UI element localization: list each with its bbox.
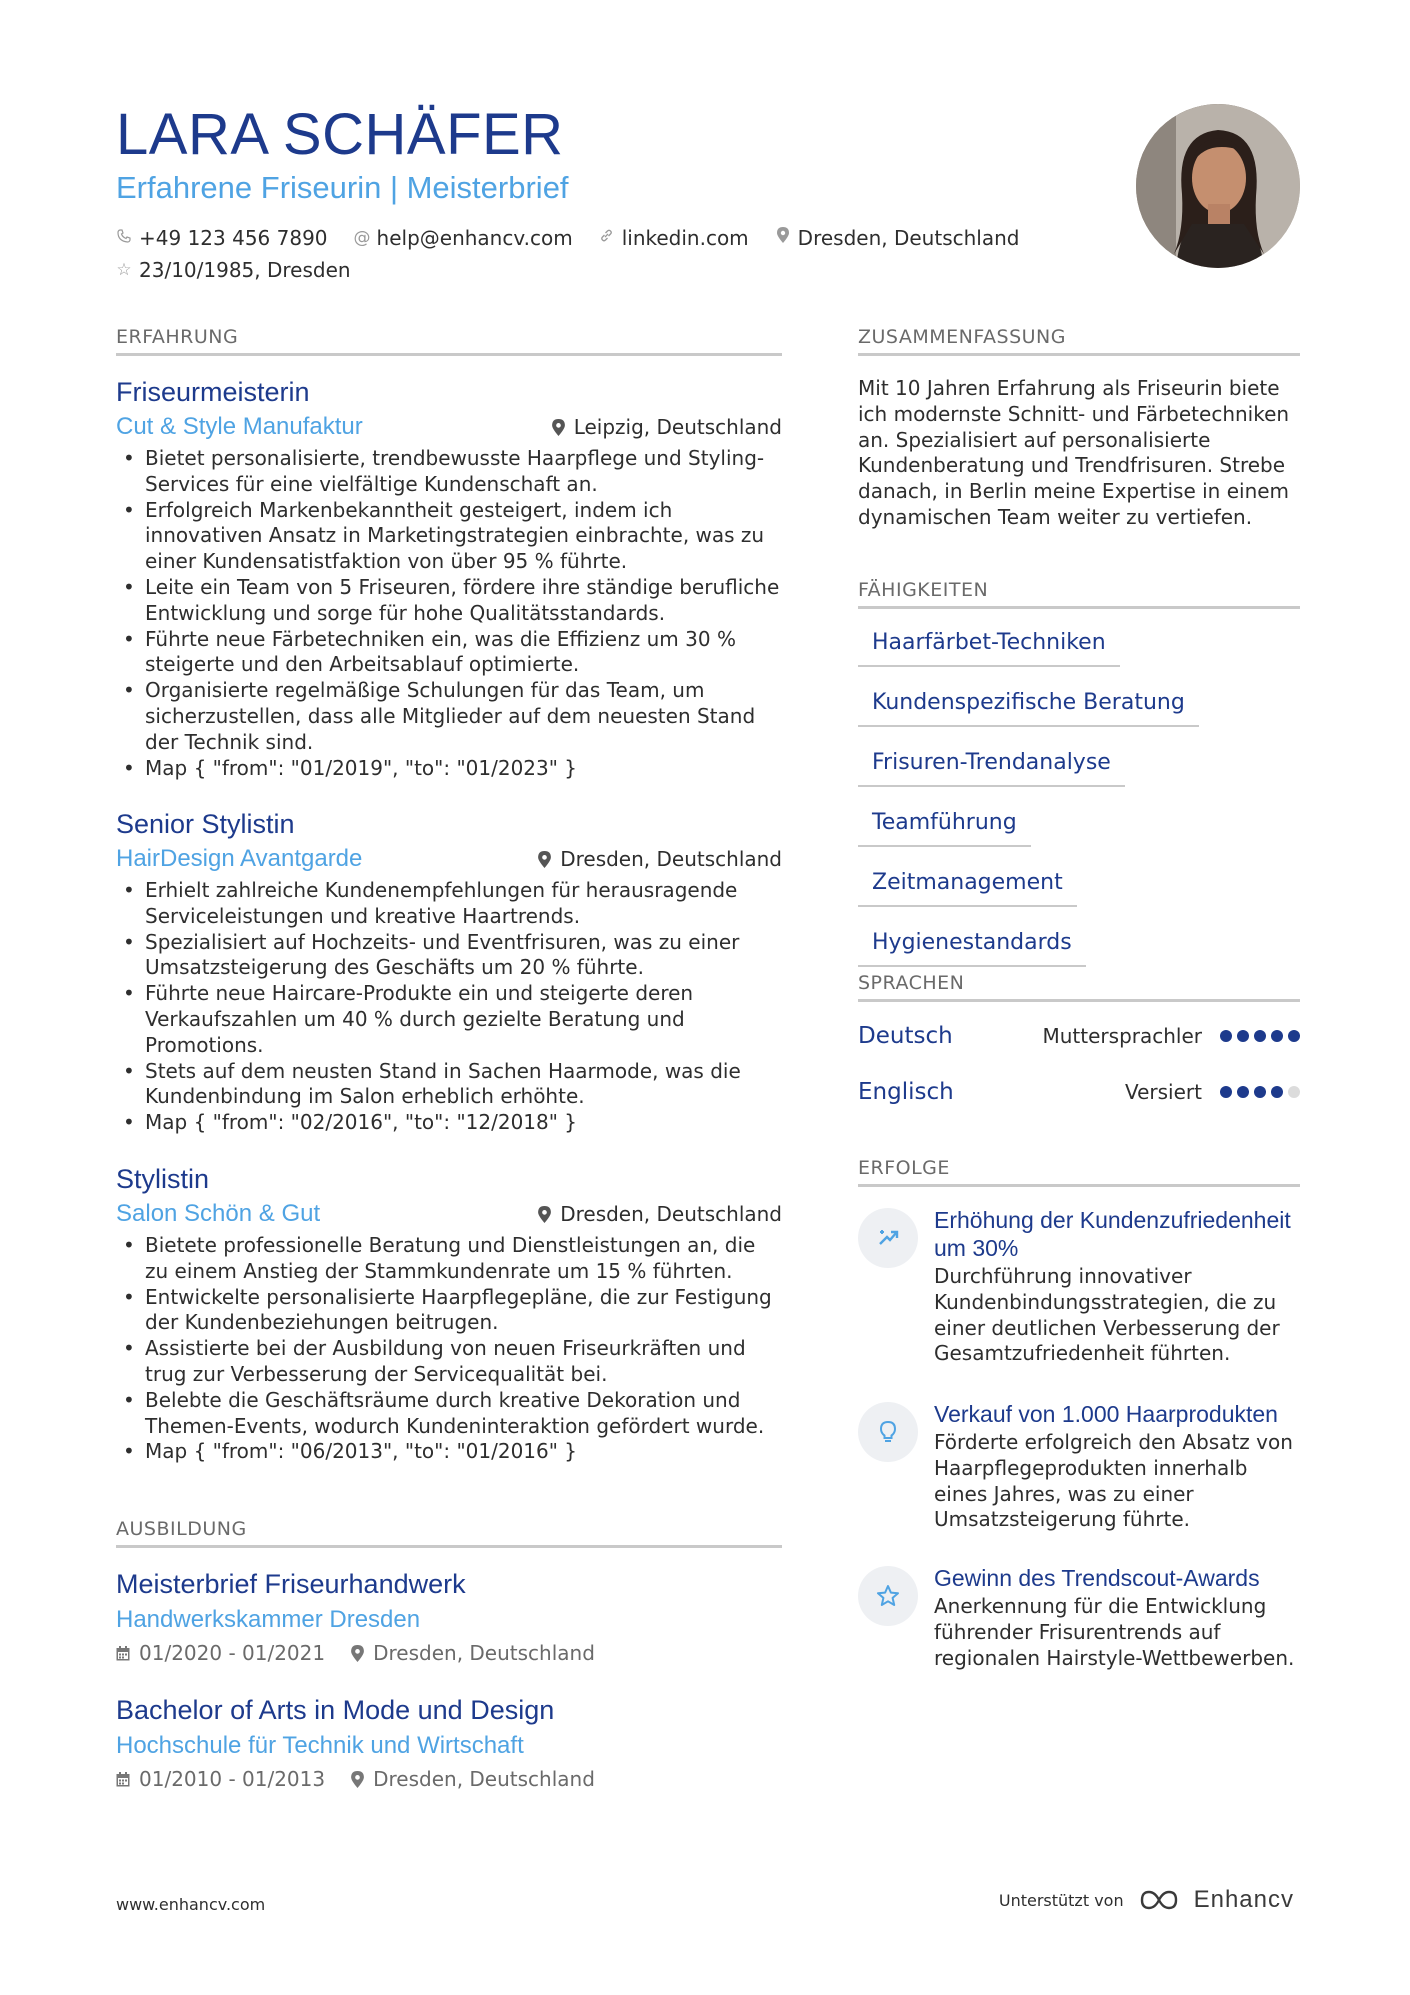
rating-dot (1254, 1030, 1266, 1042)
phone-text: +49 123 456 7890 (139, 226, 328, 250)
company-name: Salon Schön & Gut (116, 1200, 321, 1227)
location-pin-icon (351, 1771, 364, 1788)
section-divider (858, 353, 1300, 356)
contact-phone[interactable] (116, 222, 328, 254)
bullet-item: • Map { "from": "02/2016", "to": "12/2018" } (145, 1110, 782, 1136)
job-bullets (116, 878, 782, 1136)
contact-email[interactable] (354, 222, 573, 254)
language-name: Englisch (858, 1079, 954, 1105)
language-rating (1220, 1030, 1300, 1042)
brand-name: Enhancv (1193, 1886, 1294, 1913)
rating-dot (1220, 1030, 1232, 1042)
section-divider (858, 606, 1300, 609)
section-title-summary: ZUSAMMENFASSUNG (858, 326, 1066, 348)
bullet-item: • Map { "from": "01/2019", "to": "01/2023" } (145, 756, 782, 782)
education-location-text: Dresden, Deutschland (373, 1767, 595, 1791)
rating-dot (1237, 1030, 1249, 1042)
section-title-experience: ERFAHRUNG (116, 326, 239, 348)
achievement-item (858, 1400, 1300, 1533)
education-entry (116, 1692, 782, 1794)
profile-photo (1136, 104, 1300, 268)
section-divider (116, 353, 782, 356)
language-rating (1220, 1086, 1300, 1098)
achievement-description: Anerkennung für die Entwicklung führender Frisurentrends auf regionalen Hairstyle-Wettbewerben. (934, 1594, 1295, 1670)
bullet-item: • Organisierte regelmäßige Schulungen für das Team, um sicherzustellen, dass alle Mitglieder auf dem neuesten Stand der Technik sind. (145, 678, 782, 755)
bullet-item: • Assistierte bei der Ausbildung von neuen Friseurkräften und trug zur Verbesserung der Servicequalität bei. (145, 1336, 782, 1388)
job-location (538, 842, 782, 876)
linkedin-text: linkedin.com (621, 226, 749, 250)
bullet-item: • Entwickelte personalisierte Haarpflegepläne, die zur Festigung der Kundenbeziehungen beitrugen. (145, 1285, 782, 1337)
school-name: Hochschule für Technik und Wirtschaft (116, 1732, 524, 1759)
skill-tag: Frisuren-Trendanalyse (858, 745, 1125, 787)
contact-location (775, 222, 1020, 254)
rating-dot (1288, 1086, 1300, 1098)
section-title-education: AUSBILDUNG (116, 1518, 247, 1540)
language-level: Versiert (1124, 1080, 1202, 1104)
bullet-item: • Führte neue Haircare-Produkte ein und steigerte deren Verkaufszahlen um 40 % durch gezielte Beratung und Promotions. (145, 981, 782, 1058)
skills-list (858, 625, 1248, 967)
company-name: Cut & Style Manufaktur (116, 413, 363, 440)
job-title: Stylistin (116, 1164, 210, 1194)
rating-dot (1288, 1030, 1300, 1042)
rating-dot (1237, 1086, 1249, 1098)
skill-tag: Hygienestandards (858, 925, 1086, 967)
section-title-languages: SPRACHEN (858, 972, 965, 994)
link-icon (599, 222, 615, 254)
education-location (351, 1638, 595, 1668)
degree-title: Meisterbrief Friseurhandwerk (116, 1569, 466, 1599)
contact-info (116, 222, 1056, 286)
birth-text: 23/10/1985, Dresden (139, 258, 351, 282)
skill-tag: Kundenspezifische Beratung (858, 685, 1199, 727)
education-entry (116, 1566, 782, 1668)
achievement-title: Verkauf von 1.000 Haarprodukten (934, 1401, 1278, 1427)
powered-by-text: Unterstützt von (998, 1890, 1124, 1910)
job-bullets (116, 1233, 782, 1465)
location-pin-icon (538, 851, 551, 868)
summary-text: Mit 10 Jahren Erfahrung als Friseurin biete ich modernste Schnitt- und Färbetechniken an. Spezialisiert auf personalisierte Kundenberatung und Trendfrisuren. Strebe danach, in Berlin meine Expertise in einem dynamischen Team weiter zu vertiefen. (858, 376, 1290, 529)
achievement-description: Förderte erfolgreich den Absatz von Haarpflegeprodukten innerhalb eines Jahres, was zu einer Umsatzsteigerung führte. (934, 1430, 1293, 1532)
location-pin-icon (775, 222, 791, 254)
calendar-icon (116, 1646, 130, 1661)
location-pin-icon (351, 1645, 364, 1662)
education-dates-text: 01/2020 - 01/2021 (139, 1641, 326, 1665)
calendar-icon (116, 1772, 130, 1787)
lightbulb-icon (858, 1402, 918, 1462)
section-divider (858, 1184, 1300, 1187)
bullet-item: • Belebte die Geschäftsräume durch kreative Dekoration und Themen-Events, wodurch Kundeninteraktion gefördert wurde. (145, 1388, 782, 1440)
footer-website[interactable]: www.enhancv.com (116, 1895, 266, 1914)
job-location-text: Leipzig, Deutschland (573, 415, 782, 439)
location-text: Dresden, Deutschland (797, 226, 1020, 250)
experience-entry (116, 1161, 782, 1465)
footer-branding (999, 1886, 1294, 1914)
education-location-text: Dresden, Deutschland (373, 1641, 595, 1665)
contact-birth (116, 254, 351, 286)
experience-entry (116, 806, 782, 1136)
language-row (858, 1064, 1300, 1120)
languages-list (858, 1008, 1300, 1120)
section-divider (116, 1545, 782, 1548)
job-title: Friseurmeisterin (116, 377, 310, 407)
job-location-text: Dresden, Deutschland (560, 1202, 782, 1226)
language-row (858, 1008, 1300, 1064)
star-icon (858, 1566, 918, 1626)
job-location (538, 1197, 782, 1231)
achievement-title: Erhöhung der Kundenzufriedenheit um 30% (934, 1207, 1291, 1261)
contact-linkedin[interactable] (599, 222, 749, 254)
chart-arrows-icon (858, 1208, 918, 1268)
candidate-name: LARA SCHÄFER (116, 102, 564, 167)
degree-title: Bachelor of Arts in Mode und Design (116, 1695, 555, 1725)
company-name: HairDesign Avantgarde (116, 845, 363, 872)
language-name: Deutsch (858, 1023, 953, 1049)
candidate-headline: Erfahrene Friseurin | Meisterbrief (116, 170, 569, 205)
school-name: Handwerkskammer Dresden (116, 1606, 421, 1633)
bullet-item: • Leite ein Team von 5 Friseuren, fördere ihre ständige berufliche Entwicklung und sorge für hohe Qualitätsstandards. (145, 575, 782, 627)
bullet-item: • Stets auf dem neusten Stand in Sachen Haarmode, was die Kundenbindung im Salon erheblich erhöhte. (145, 1059, 782, 1111)
skill-tag: Teamführung (858, 805, 1031, 847)
bullet-item: • Erfolgreich Markenbekanntheit gesteigert, indem ich innovativen Ansatz in Marketingstrategien einbrachte, was zu einer Kundensatistfaktion von über 95 % führte. (145, 498, 782, 575)
education-location (351, 1764, 595, 1794)
language-level: Muttersprachler (1042, 1024, 1202, 1048)
achievement-item (858, 1206, 1300, 1367)
bullet-item: • Spezialisiert auf Hochzeits- und Eventfrisuren, was zu einer Umsatzsteigerung des Geschäfts um 20 % führte. (145, 930, 782, 982)
rating-dot (1271, 1086, 1283, 1098)
education-dates (116, 1764, 325, 1794)
rating-dot (1271, 1030, 1283, 1042)
at-icon: @ (353, 228, 371, 248)
education-dates (116, 1638, 325, 1668)
experience-entry (116, 374, 782, 781)
star-outline-icon: ☆ (116, 260, 132, 280)
rating-dot (1220, 1086, 1232, 1098)
phone-icon (116, 222, 132, 254)
enhancv-logo-icon (1136, 1887, 1182, 1913)
achievement-item (858, 1564, 1300, 1671)
achievement-description: Durchführung innovativer Kundenbindungsstrategien, die zu einer deutlichen Verbesserung der Gesamtzufriedenheit führten. (934, 1264, 1280, 1366)
location-pin-icon (538, 1206, 551, 1223)
job-bullets (116, 446, 782, 781)
bullet-item: • Erhielt zahlreiche Kundenempfehlungen für herausragende Serviceleistungen und kreative Haartrends. (145, 878, 782, 930)
rating-dot (1254, 1086, 1266, 1098)
skill-tag: Zeitmanagement (858, 865, 1077, 907)
bullet-item: • Bietete professionelle Beratung und Dienstleistungen an, die zu einem Anstieg der Stammkundenrate um 15 % führten. (145, 1233, 782, 1285)
job-location (552, 410, 782, 444)
job-title: Senior Stylistin (116, 809, 295, 839)
bullet-item: • Führte neue Färbetechniken ein, was die Effizienz um 30 % steigerte und den Arbeitsablauf optimierte. (145, 627, 782, 679)
section-title-achievements: ERFOLGE (858, 1157, 950, 1179)
education-dates-text: 01/2010 - 01/2013 (139, 1767, 326, 1791)
email-text: help@enhancv.com (376, 226, 573, 250)
bullet-item: • Map { "from": "06/2013", "to": "01/2016" } (145, 1439, 782, 1465)
bullet-item: • Bietet personalisierte, trendbewusste Haarpflege und Styling-Services für eine vielfältige Kundenschaft an. (145, 446, 782, 498)
achievement-title: Gewinn des Trendscout-Awards (934, 1565, 1260, 1591)
location-pin-icon (552, 419, 565, 436)
job-location-text: Dresden, Deutschland (560, 847, 782, 871)
skill-tag: Haarfärbet-Techniken (858, 625, 1120, 667)
section-title-skills: FÄHIGKEITEN (858, 579, 989, 601)
section-divider (858, 999, 1300, 1002)
